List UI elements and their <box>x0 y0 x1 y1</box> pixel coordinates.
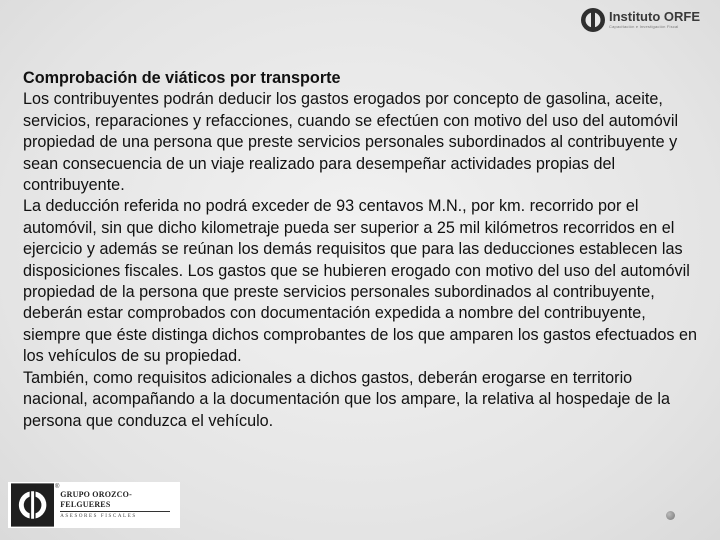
header-logo-tagline: Capacitación e Investigación Fiscal <box>609 24 679 29</box>
document-body <box>23 68 699 432</box>
paragraph-2: La deducción referida no podrá exceder de 93 centavos M.N., por km. recorrido por el automóvil, sin que dicho kilometraje pueda ser superior a 25 mil kilómetros recorridos en el ejercicio y además se reúnan los demás requisitos que para las deducciones establecen las disposiciones fiscales. Los gastos que se hubieren erogado con motivo del uso del automóvil propiedad de la persona que preste servicios personales subordinados al contribuyente, deberán estar comprobados con documentación expedida a nombre del contribuyente, siempre que éste distinga dichos comprobantes de los que amparen los gastos efectuados en los vehículos de su propiedad. <box>23 197 697 366</box>
footer-logo-subtitle: ASESORES FISCALES <box>60 514 137 519</box>
decorative-dot <box>666 511 675 520</box>
document-heading: Comprobación de viáticos por transporte <box>23 69 341 87</box>
registered-mark: ® <box>55 484 60 490</box>
paragraph-1: Los contribuyentes podrán deducir los gastos erogados por concepto de gasolina, aceite, servicios, reparaciones y refacciones, cuando se efectúen con motivo del uso del automóvil propiedad de una persona que preste servicios personales subordinados al contribuyente y sean consecuencia de un viaje realizado para desempeñar actividades propias del contribuyente. <box>23 90 679 195</box>
header-logo-name: Instituto ORFE <box>609 9 700 24</box>
footer-logo-name: GRUPO OROZCO-FELGUERES <box>60 490 132 509</box>
orfe-logo-icon <box>580 7 606 33</box>
paragraph-3: También, como requisitos adicionales a dichos gastos, deberán erogarse en territorio nacional, acompañando a la documentación que los ampare, la relativa al hospedaje de la persona que conduzca el vehículo. <box>23 368 671 430</box>
footer-logo <box>8 482 180 528</box>
footer-logo-divider <box>60 511 170 512</box>
grupo-orozco-logo-icon <box>11 483 54 527</box>
header-logo <box>580 4 700 36</box>
